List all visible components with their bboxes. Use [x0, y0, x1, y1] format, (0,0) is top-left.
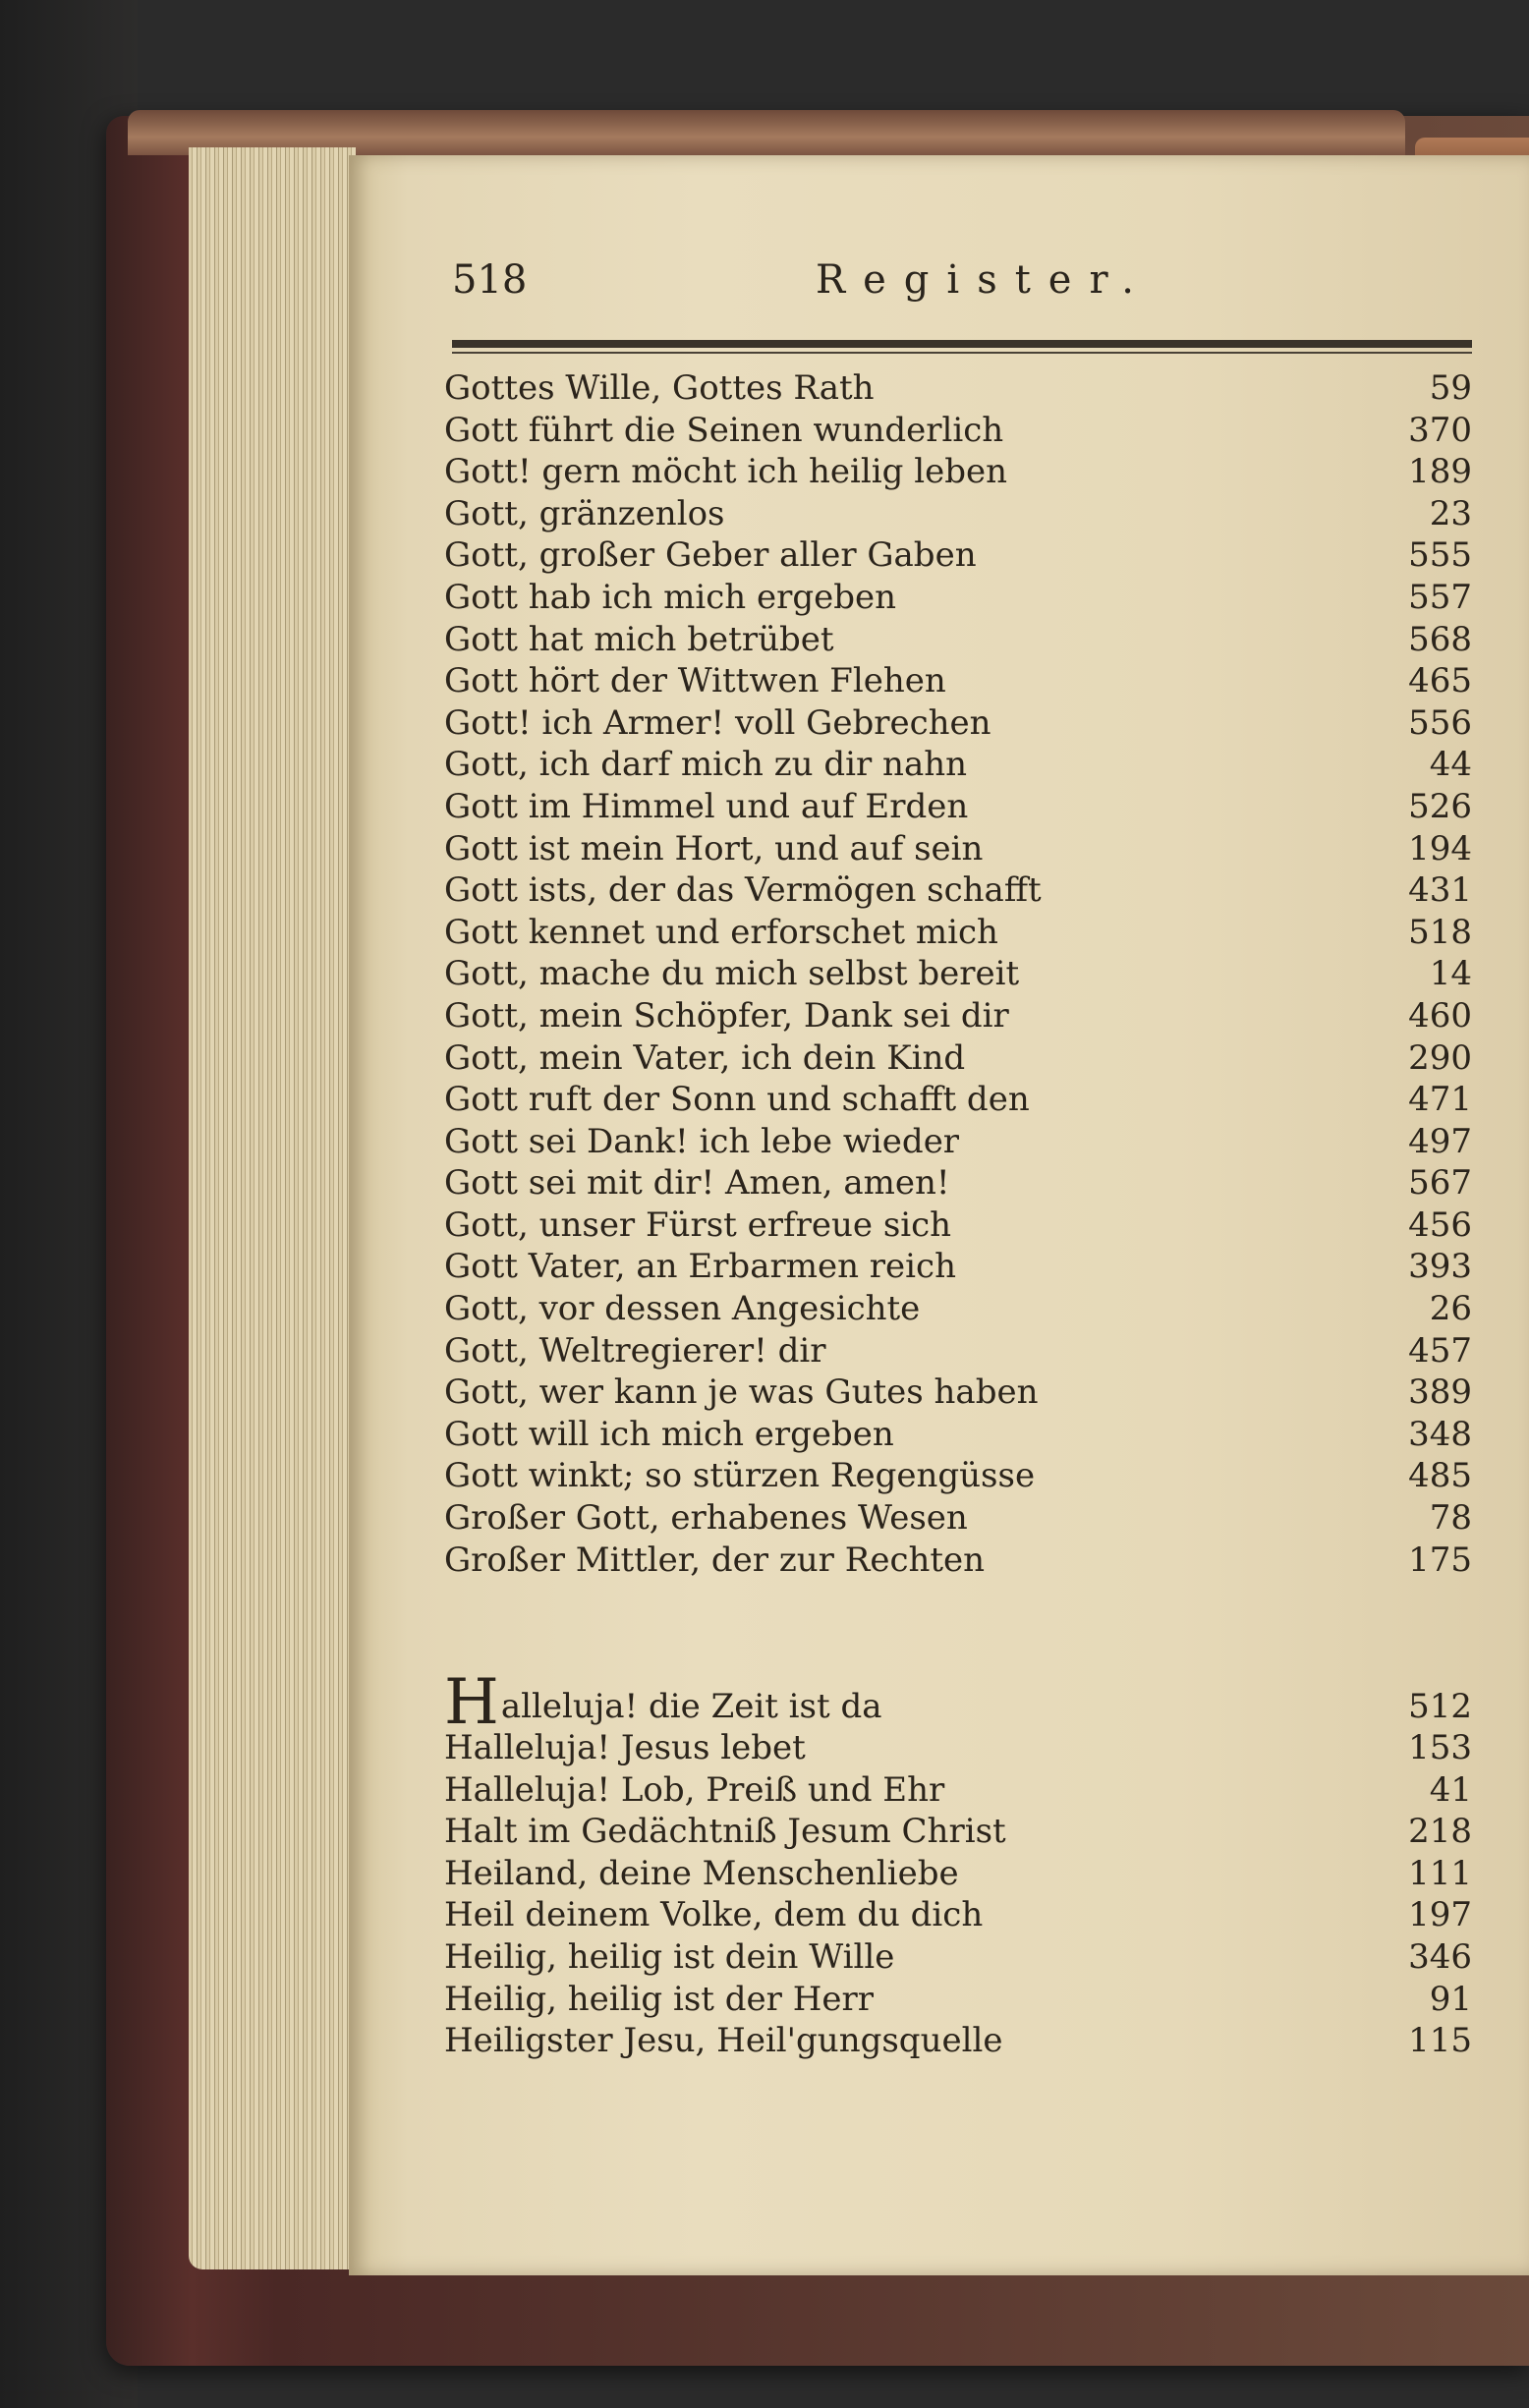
entry-title: Gott, wer kann je was Gutes haben: [444, 1372, 1039, 1413]
index-entry: [444, 1497, 1472, 1540]
index-entry: [444, 828, 1472, 870]
index-entry: [444, 577, 1472, 619]
index-entry: [444, 660, 1472, 702]
entry-page-number: 526: [1408, 786, 1472, 826]
entry-title: Großer Mittler, der zur Rechten: [444, 1540, 986, 1580]
entry-title: Gottes Wille, Gottes Rath: [444, 368, 875, 408]
entry-title: Gott ist mein Hort, und auf sein: [444, 828, 984, 868]
entry-page-number: 567: [1408, 1163, 1472, 1204]
index-entry: [444, 1330, 1472, 1372]
entry-title: Gott im Himmel und auf Erden: [444, 786, 969, 826]
entry-page-number: 41: [1429, 1769, 1472, 1810]
index-entry: [444, 912, 1472, 954]
entry-page-number: 153: [1408, 1728, 1472, 1767]
entry-title: Gott, großer Geber aller Gaben: [444, 535, 977, 576]
index-entry: [444, 1979, 1472, 2021]
entry-page-number: 518: [1408, 912, 1472, 952]
entry-page-number: 194: [1408, 828, 1472, 868]
index-entry: [444, 1414, 1472, 1456]
entry-title: Gott, ich darf mich zu dir nahn: [444, 745, 968, 785]
entry-page-number: 393: [1408, 1247, 1472, 1287]
entry-title: Heil deinem Volke, dem du dich: [444, 1895, 984, 1935]
entry-title: Halleluja! Jesus lebet: [444, 1728, 806, 1767]
entry-title: Halt im Gedächtniß Jesum Christ: [444, 1812, 1006, 1852]
entry-page-number: 218: [1408, 1812, 1472, 1852]
index-section-g: [444, 367, 1472, 1581]
entry-page-number: 111: [1408, 1853, 1472, 1893]
entry-page-number: 389: [1408, 1372, 1472, 1413]
entry-page-number: 370: [1408, 410, 1472, 450]
index-entry: [444, 2020, 1472, 2062]
entry-page-number: 568: [1408, 619, 1472, 659]
index-entry: [444, 1540, 1472, 1582]
entry-title: Gott, mein Schöpfer, Dank sei dir: [444, 995, 1009, 1036]
entry-title: Gott hat mich betrübet: [444, 619, 834, 659]
entry-title: Gott sei Dank! ich lebe wieder: [444, 1121, 960, 1161]
entry-title: Gott! gern möcht ich heilig leben: [444, 452, 1008, 492]
entry-page-number: 555: [1408, 535, 1472, 576]
entry-title: Heiligster Jesu, Heil'gungsquelle: [444, 2021, 1003, 2061]
index-entry: [444, 1246, 1472, 1288]
index-entry: [444, 1936, 1472, 1979]
index-entry: [444, 869, 1472, 912]
index-entry: [444, 1811, 1472, 1853]
entry-title: Heilig, heilig ist der Herr: [444, 1979, 875, 2019]
entry-page-number: 457: [1408, 1330, 1472, 1371]
index-entry: [444, 367, 1472, 410]
entry-title: Gott, unser Fürst erfreue sich: [444, 1204, 952, 1245]
entry-page-number: 26: [1429, 1289, 1472, 1329]
entry-page-number: 59: [1429, 368, 1472, 408]
index-entry: [444, 1288, 1472, 1330]
entry-page-number: 44: [1429, 745, 1472, 785]
entry-title: Gott, Weltregierer! dir: [444, 1330, 826, 1371]
entry-page-number: 115: [1408, 2021, 1472, 2061]
index-entry: [444, 1079, 1472, 1121]
entry-page-number: 497: [1408, 1121, 1472, 1161]
index-entry: [444, 786, 1472, 828]
index-entry: [444, 953, 1472, 995]
entry-title: Gott, vor dessen Angesichte: [444, 1289, 921, 1329]
index-entry: [444, 493, 1472, 535]
index-entry: [444, 995, 1472, 1037]
entry-title: Gott winkt; so stürzen Regengüsse: [444, 1456, 1036, 1496]
entry-title: Gott führt die Seinen wunderlich: [444, 410, 1004, 450]
entry-title: Gott hört der Wittwen Flehen: [444, 661, 946, 701]
entry-title-rest: alleluja! die Zeit ist da: [500, 1687, 882, 1726]
entry-title: Gott, mein Vater, ich dein Kind: [444, 1037, 966, 1078]
index-entry: [444, 410, 1472, 452]
entry-title: Gott Vater, an Erbarmen reich: [444, 1247, 956, 1287]
index-entry: [444, 1204, 1472, 1247]
index-entry: [444, 1372, 1472, 1414]
entry-page-number: 431: [1408, 870, 1472, 911]
entry-page-number: 189: [1408, 452, 1472, 492]
entry-page-number: 175: [1408, 1540, 1472, 1580]
entry-title: Großer Gott, erhabenes Wesen: [444, 1498, 968, 1539]
page-header: [452, 257, 1472, 316]
entry-title: Halleluja! Lob, Preiß und Ehr: [444, 1769, 945, 1810]
entry-title: Heilig, heilig ist dein Wille: [444, 1936, 895, 1977]
entry-page-number: 23: [1429, 493, 1472, 533]
index-entry: [444, 1769, 1472, 1812]
entry-page-number: 456: [1408, 1204, 1472, 1245]
entry-page-number: 460: [1408, 995, 1472, 1036]
entry-page-number: 557: [1408, 577, 1472, 617]
entry-page-number: 346: [1408, 1936, 1472, 1977]
entry-title: Heiland, deine Menschenliebe: [444, 1853, 959, 1893]
entry-page-number: 14: [1429, 954, 1472, 994]
index-entry: [444, 1853, 1472, 1895]
page-number: 518: [452, 257, 528, 303]
entry-title: Gott! ich Armer! voll Gebrechen: [444, 702, 991, 743]
entry-title: Gott will ich mich ergeben: [444, 1414, 894, 1454]
entry-page-number: 197: [1408, 1895, 1472, 1935]
entry-page-number: 471: [1408, 1080, 1472, 1120]
index-entry: [444, 1121, 1472, 1163]
index-entry: [444, 1037, 1472, 1080]
index-entry: [444, 702, 1472, 745]
index-entry: [444, 619, 1472, 661]
index-entry: [444, 1162, 1472, 1204]
drop-cap: H: [444, 1666, 499, 1739]
page-edges: [189, 147, 356, 2269]
index-entry: [444, 1727, 1472, 1769]
entry-title: Gott sei mit dir! Amen, amen!: [444, 1163, 950, 1204]
entry-title: [444, 1666, 882, 1739]
entry-page-number: 465: [1408, 661, 1472, 701]
entry-title: Gott, gränzenlos: [444, 493, 725, 533]
index-entry: [444, 534, 1472, 577]
entry-title: Gott ruft der Sonn und schafft den: [444, 1080, 1030, 1120]
entry-title: Gott, mache du mich selbst bereit: [444, 954, 1020, 994]
entry-page-number: 290: [1408, 1037, 1472, 1078]
running-title: Register.: [816, 257, 1152, 303]
entry-page-number: 512: [1408, 1687, 1472, 1726]
index-entry: [444, 1666, 1472, 1739]
entry-title: Gott hab ich mich ergeben: [444, 577, 897, 617]
entry-page-number: 348: [1408, 1414, 1472, 1454]
entry-page-number: 556: [1408, 702, 1472, 743]
index-section-h: [444, 1666, 1472, 2062]
entry-page-number: 91: [1429, 1979, 1472, 2019]
index-entry: [444, 744, 1472, 786]
entry-title: Gott kennet und erforschet mich: [444, 912, 998, 952]
index-entry: [444, 1455, 1472, 1497]
entry-page-number: 78: [1429, 1498, 1472, 1539]
header-rule-thick: [452, 340, 1472, 348]
entry-title: Gott ists, der das Vermögen schafft: [444, 870, 1042, 911]
header-rule-thin: [452, 352, 1472, 354]
index-entry: [444, 1894, 1472, 1936]
entry-page-number: 485: [1408, 1456, 1472, 1496]
index-entry: [444, 451, 1472, 493]
